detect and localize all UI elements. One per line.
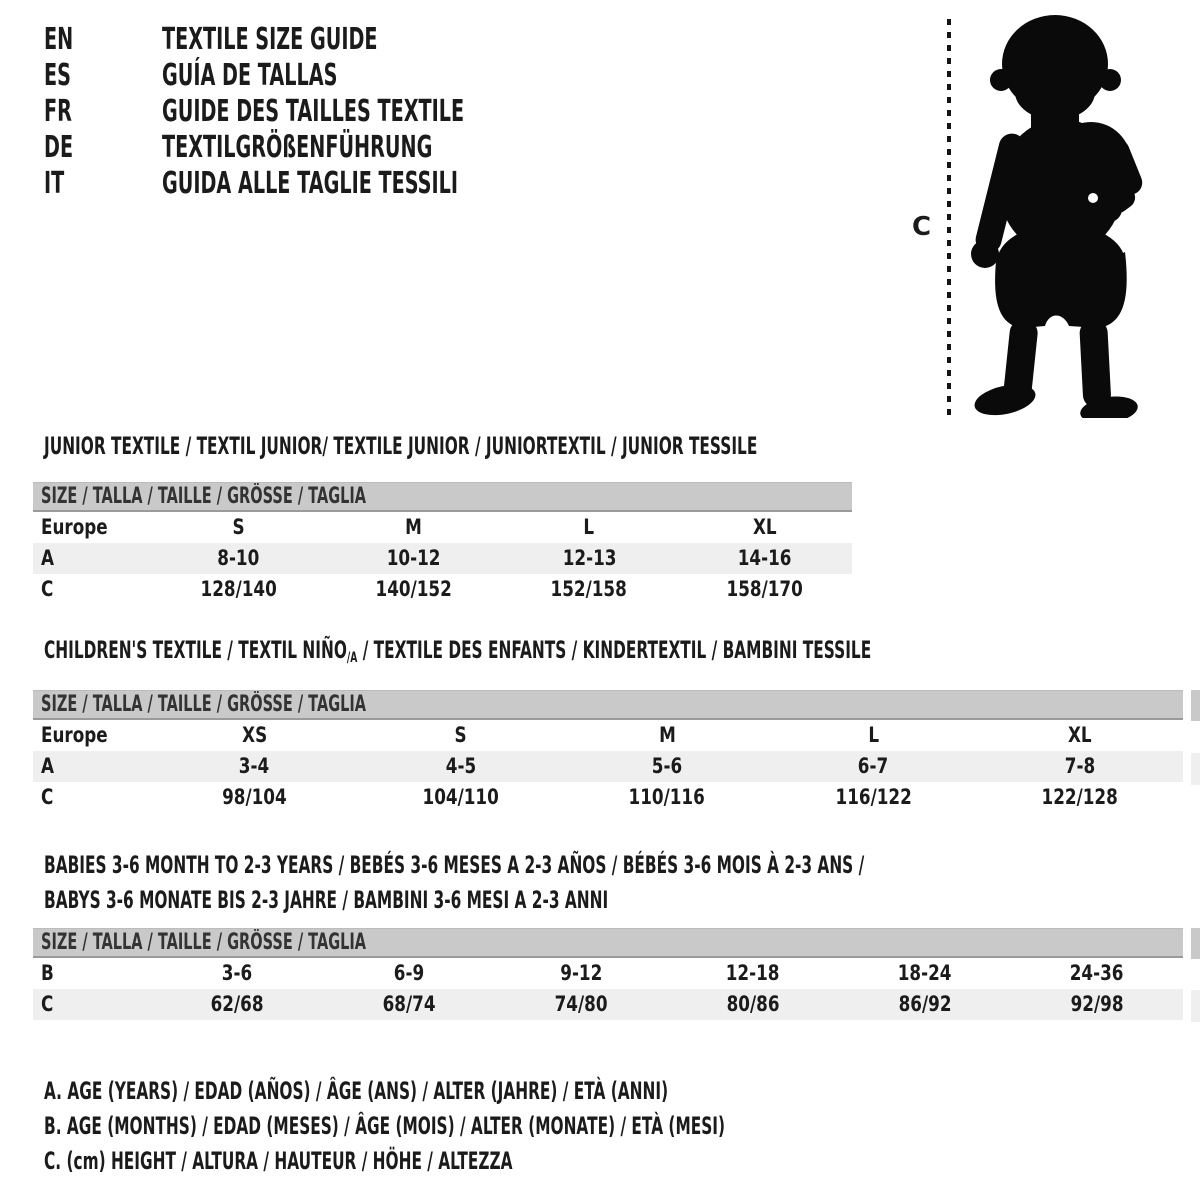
age-cell: 6-7 <box>858 754 889 778</box>
measure-c-label: C <box>912 212 932 242</box>
size-header-band <box>33 928 1183 958</box>
months-cell: 9-12 <box>559 961 603 985</box>
height-cell: 86/92 <box>898 992 952 1016</box>
legend-block <box>44 1074 1108 1179</box>
size-cell: XL <box>752 515 777 539</box>
language-code: EN <box>44 22 74 57</box>
age-row-label: A <box>41 546 55 570</box>
language-title-block <box>44 22 634 202</box>
children-sizes-row <box>33 720 1183 751</box>
age-cell: 8-10 <box>217 546 260 570</box>
size-cell: L <box>583 515 595 539</box>
height-cell: 110/116 <box>628 785 706 809</box>
age-row-label: A <box>41 754 55 778</box>
months-cell: 18-24 <box>898 961 952 985</box>
toddler-silhouette-icon <box>963 12 1143 418</box>
language-row-en <box>44 22 634 58</box>
table-edge-sliver <box>1191 753 1200 785</box>
region-label-cell: Europe <box>41 723 108 747</box>
height-row-label: C <box>41 785 54 809</box>
language-code: ES <box>44 58 71 93</box>
children-title-rest: / TEXTILE DES ENFANTS / KINDERTEXTIL / BAMBINI TESSILE <box>357 636 872 664</box>
region-label-cell: Europe <box>41 515 108 539</box>
months-cell: 6-9 <box>393 961 425 985</box>
language-label: TEXTILE SIZE GUIDE <box>162 22 378 57</box>
age-cell: 3-4 <box>239 754 270 778</box>
babies-title-line2: BABYS 3-6 MONATE BIS 2-3 JAHRE / BAMBINI 3-6 MESI A 2-3 ANNI <box>44 886 609 914</box>
babies-months-row <box>33 958 1183 989</box>
language-label: GUIDA ALLE TAGLIE TESSILI <box>162 166 459 201</box>
children-age-row <box>33 751 1183 782</box>
children-size-table <box>33 690 1183 813</box>
babies-title-line1: BABIES 3-6 MONTH TO 2-3 YEARS / BEBÉS 3-6 MESES A 2-3 AÑOS / BÉBÉS 3-6 MOIS À 2-3 ANS / <box>44 851 865 879</box>
age-cell: 4-5 <box>445 754 476 778</box>
age-cell: 7-8 <box>1064 754 1096 778</box>
language-row-es <box>44 58 634 94</box>
language-code: IT <box>44 166 65 201</box>
language-label: GUÍA DE TALLAS <box>162 58 338 93</box>
size-cell: XS <box>241 723 267 747</box>
language-label: GUIDE DES TAILLES TEXTILE <box>162 94 465 129</box>
height-cell: 68/74 <box>382 992 436 1016</box>
height-cell: 104/110 <box>422 785 499 809</box>
table-edge-sliver <box>1191 990 1200 1022</box>
language-code: FR <box>44 94 72 129</box>
language-code: DE <box>44 130 74 165</box>
height-cell: 80/86 <box>726 992 780 1016</box>
size-header-label: SIZE / TALLA / TAILLE / GRÖSSE / TAGLIA <box>41 692 367 717</box>
height-cell: 98/104 <box>221 785 287 809</box>
months-cell: 3-6 <box>221 961 253 985</box>
table-edge-sliver <box>1191 690 1200 721</box>
size-cell: XL <box>1067 723 1092 747</box>
size-header-label: SIZE / TALLA / TAILLE / GRÖSSE / TAGLIA <box>41 930 367 955</box>
height-cell: 122/128 <box>1041 785 1118 809</box>
height-cell: 92/98 <box>1070 992 1124 1016</box>
junior-section-title: JUNIOR TEXTILE / TEXTIL JUNIOR/ TEXTILE JUNIOR / JUNIORTEXTIL / JUNIOR TESSILE <box>44 432 758 460</box>
junior-sizes-row <box>33 512 852 543</box>
children-height-row <box>33 782 1183 813</box>
height-cell: 152/158 <box>550 577 628 601</box>
language-label: TEXTILGRÖßENFÜHRUNG <box>162 130 433 165</box>
children-title-sub: /A <box>346 650 358 667</box>
height-cell: 116/122 <box>835 785 912 809</box>
age-cell: 5-6 <box>651 754 683 778</box>
babies-size-table <box>33 928 1183 1020</box>
junior-size-table <box>33 482 852 605</box>
children-section-title <box>44 638 1200 666</box>
junior-age-row <box>33 543 852 574</box>
junior-height-row <box>33 574 852 605</box>
language-row-it <box>44 166 634 202</box>
language-row-de <box>44 130 634 166</box>
height-row-label: C <box>41 992 54 1016</box>
height-cell: 158/170 <box>726 577 803 601</box>
months-row-label: B <box>41 961 54 985</box>
height-cell: 62/68 <box>210 992 264 1016</box>
size-cell: S <box>232 515 245 539</box>
table-edge-sliver <box>1191 928 1200 959</box>
size-cell: M <box>658 723 676 747</box>
size-header-band <box>33 482 852 512</box>
size-cell: S <box>454 723 467 747</box>
language-row-fr <box>44 94 634 130</box>
size-cell: M <box>405 515 423 539</box>
babies-height-row <box>33 989 1183 1020</box>
size-header-band <box>33 690 1183 720</box>
legend-line-c: C. (cm) HEIGHT / ALTURA / HAUTEUR / HÖHE / ALTEZZA <box>44 1147 513 1175</box>
height-cell: 128/140 <box>200 577 277 601</box>
height-row-label: C <box>41 577 54 601</box>
legend-line-a: A. AGE (YEARS) / EDAD (AÑOS) / ÂGE (ANS) / ALTER (JAHRE) / ETÀ (ANNI) <box>44 1077 669 1105</box>
age-cell: 10-12 <box>386 546 441 570</box>
height-cell: 140/152 <box>375 577 453 601</box>
age-cell: 12-13 <box>562 546 616 570</box>
children-title-main: CHILDREN'S TEXTILE / TEXTIL NIÑO <box>44 636 347 664</box>
months-cell: 24-36 <box>1070 961 1124 985</box>
height-dashed-line-icon <box>944 16 954 420</box>
age-cell: 14-16 <box>737 546 792 570</box>
legend-line-b: B. AGE (MONTHS) / EDAD (MESES) / ÂGE (MOIS) / ALTER (MONATE) / ETÀ (MESI) <box>44 1112 726 1140</box>
size-cell: L <box>868 723 879 747</box>
babies-section-title <box>44 848 1200 918</box>
height-cell: 74/80 <box>554 992 608 1016</box>
months-cell: 12-18 <box>726 961 780 985</box>
size-header-label: SIZE / TALLA / TAILLE / GRÖSSE / TAGLIA <box>41 484 367 509</box>
